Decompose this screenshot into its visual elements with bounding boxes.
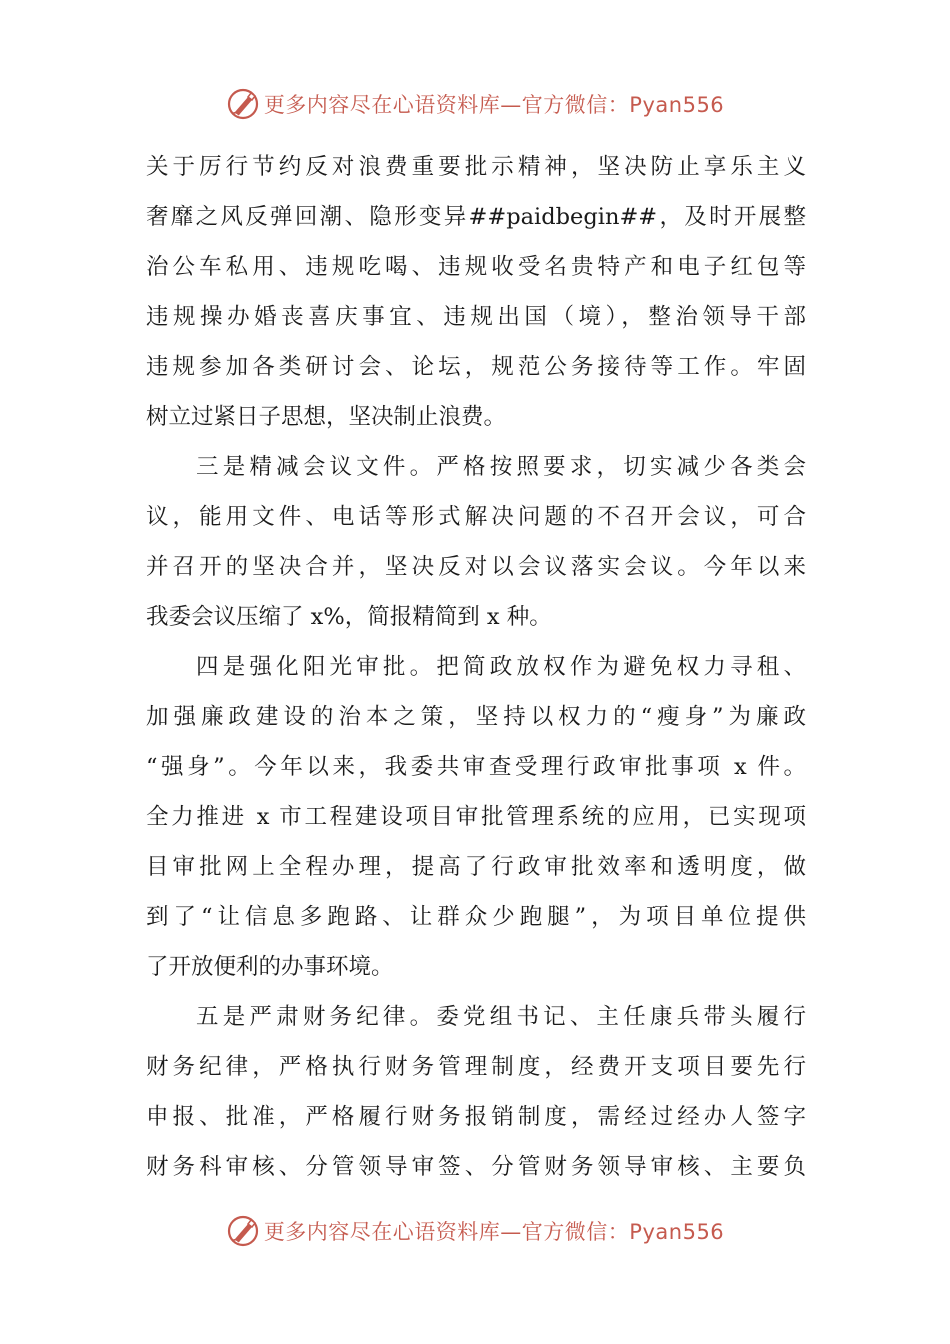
- text-line: 违规操办婚丧喜庆事宜、违规出国（境），整治领导干部: [146, 304, 806, 330]
- document-body: [146, 142, 806, 1192]
- watermark-text: 更多内容尽在心语资料库—官方微信：Pyan556: [263, 93, 725, 117]
- text-line: 全力推进 x 市工程建设项目审批管理系统的应用，已实现项: [146, 804, 806, 830]
- text-line: 四是强化阳光审批。把简政放权作为避免权力寻租、: [196, 654, 806, 680]
- text-line: 财务科审核、分管领导审签、分管财务领导审核、主要负: [146, 1154, 806, 1180]
- pen-nib-icon: [226, 87, 260, 121]
- text-line: 了开放便利的办事环境。: [146, 954, 394, 980]
- text-line: 加强廉政建设的治本之策，坚持以权力的“瘦身”为廉政: [146, 704, 806, 730]
- text-line: 五是严肃财务纪律。委党组书记、主任康兵带头履行: [196, 1004, 806, 1030]
- text-line: 三是精减会议文件。严格按照要求，切实减少各类会: [196, 454, 806, 480]
- text-line: 并召开的坚决合并，坚决反对以会议落实会议。今年以来: [146, 554, 806, 580]
- text-line: 目审批网上全程办理，提高了行政审批效率和透明度，做: [146, 854, 806, 880]
- text-line: 财务纪律，严格执行财务管理制度，经费开支项目要先行: [146, 1054, 806, 1080]
- text-line: 我委会议压缩了 x%，简报精简到 x 种。: [146, 604, 552, 630]
- text-line: 违规参加各类研讨会、论坛，规范公务接待等工作。牢固: [146, 354, 806, 380]
- footer-watermark: [0, 1209, 950, 1253]
- text-line: 奢靡之风反弹回潮、隐形变异##paidbegin##，及时开展整: [146, 204, 806, 230]
- text-line: 关于厉行节约反对浪费重要批示精神，坚决防止享乐主义: [146, 154, 806, 180]
- text-line: “强身”。今年以来，我委共审查受理行政审批事项 x 件。: [146, 754, 806, 780]
- watermark-text: 更多内容尽在心语资料库—官方微信：Pyan556: [263, 1220, 725, 1244]
- pen-nib-icon: [226, 1214, 260, 1248]
- text-line: 议，能用文件、电话等形式解决问题的不召开会议，可合: [146, 504, 806, 530]
- header-watermark: [0, 82, 950, 126]
- text-line: 治公车私用、违规吃喝、违规收受名贵特产和电子红包等: [146, 254, 806, 280]
- text-line: 申报、批准，严格履行财务报销制度，需经过经办人签字: [146, 1104, 806, 1130]
- text-line: 树立过紧日子思想，坚决制止浪费。: [146, 404, 507, 430]
- text-line: 到了“让信息多跑路、让群众少跑腿”，为项目单位提供: [146, 904, 806, 930]
